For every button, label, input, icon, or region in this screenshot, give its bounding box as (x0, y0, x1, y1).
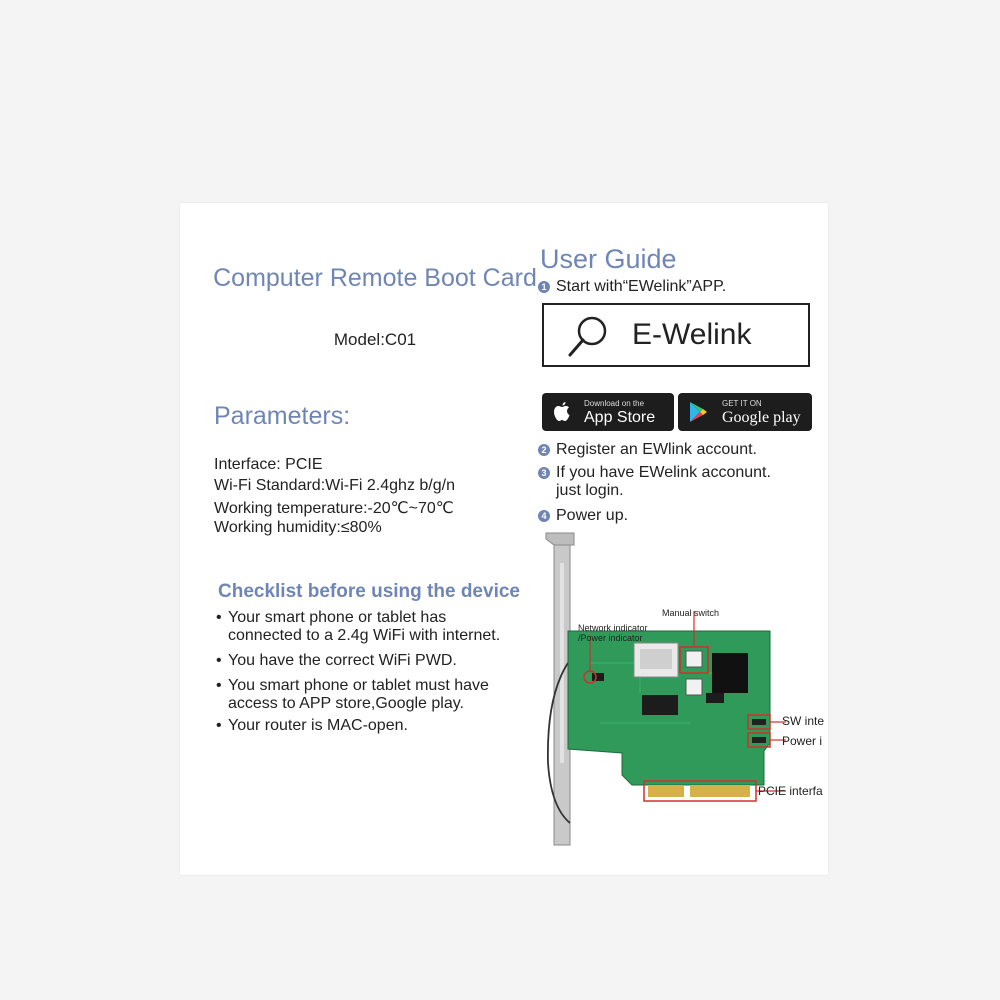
app-search-box (542, 303, 810, 367)
sw-interface-label: SW inte (782, 714, 825, 728)
chip (642, 695, 678, 715)
apple-icon (552, 401, 572, 423)
checklist-item: • You smart phone or tablet must have access to APP store,Google play. (216, 677, 536, 713)
manual-switch (686, 651, 702, 667)
product-title: Computer Remote Boot Card (213, 264, 537, 292)
network-indicator-label: Network indicator (578, 623, 648, 633)
step-number: 1 (538, 281, 550, 293)
param-temperature: Working temperature:-20℃~70℃ (214, 500, 454, 517)
pcie-edge (648, 785, 684, 797)
appstore-small-text: Download on the (584, 399, 645, 408)
step-number: 2 (538, 444, 550, 456)
step-text: If you have EWelink acconunt. (556, 464, 771, 481)
checklist-heading: Checklist before using the device (218, 581, 520, 602)
step-text: Start with“EWelink”APP. (556, 278, 727, 295)
manual-switch-label: Manual switch (662, 608, 720, 618)
appstore-big-text: App Store (584, 409, 656, 426)
checklist-text: Your router is MAC-open. (228, 717, 408, 734)
user-guide-card (180, 203, 828, 875)
param-humidity: Working humidity:≤80% (214, 519, 382, 536)
checklist-item: • Your smart phone or tablet has connected to a 2.4g WiFi with internet. (216, 609, 536, 645)
magnifier-icon (564, 313, 612, 361)
checklist-text: Your smart phone or tablet has (228, 609, 447, 626)
step-1 (538, 278, 726, 296)
checklist-text: You smart phone or tablet must have (228, 677, 489, 694)
param-interface: Interface: PCIE (214, 456, 323, 473)
checklist-text-cont: connected to a 2.4g WiFi with internet. (228, 627, 501, 644)
step-text-cont: just login. (556, 482, 624, 499)
user-guide-heading: User Guide (540, 244, 677, 274)
search-app-name: E-Welink (632, 318, 752, 351)
step-3 (538, 464, 771, 500)
google-play-badge[interactable] (678, 393, 812, 431)
pcie-interface-label: PCIE interfa (758, 784, 823, 798)
checklist-text: You have the correct WiFi PWD. (228, 652, 457, 669)
model-number: Model:C01 (333, 330, 417, 349)
checklist-item: • You have the correct WiFi PWD. (216, 652, 457, 669)
parameters-heading: Parameters: (214, 402, 351, 430)
step-text: Register an EWlink account. (556, 441, 757, 458)
checklist-text-cont: access to APP store,Google play. (228, 695, 464, 712)
checklist-item: • Your router is MAC-open. (216, 717, 408, 734)
google-play-icon (688, 401, 708, 423)
googleplay-small-text: GET IT ON (722, 399, 762, 408)
pcb-diagram (530, 523, 828, 863)
power-indicator-label: /Power indicator (578, 633, 643, 643)
param-wifi: Wi-Fi Standard:Wi-Fi 2.4ghz b/g/n (214, 477, 455, 494)
step-number: 4 (538, 510, 550, 522)
power-connector (712, 653, 748, 693)
step-number: 3 (538, 467, 550, 479)
app-store-badge[interactable] (542, 393, 674, 431)
step-text: Power up. (556, 507, 629, 524)
step-2 (538, 441, 757, 459)
googleplay-big-text: Google play (722, 409, 801, 426)
power-interface-label: Power i (782, 734, 823, 748)
